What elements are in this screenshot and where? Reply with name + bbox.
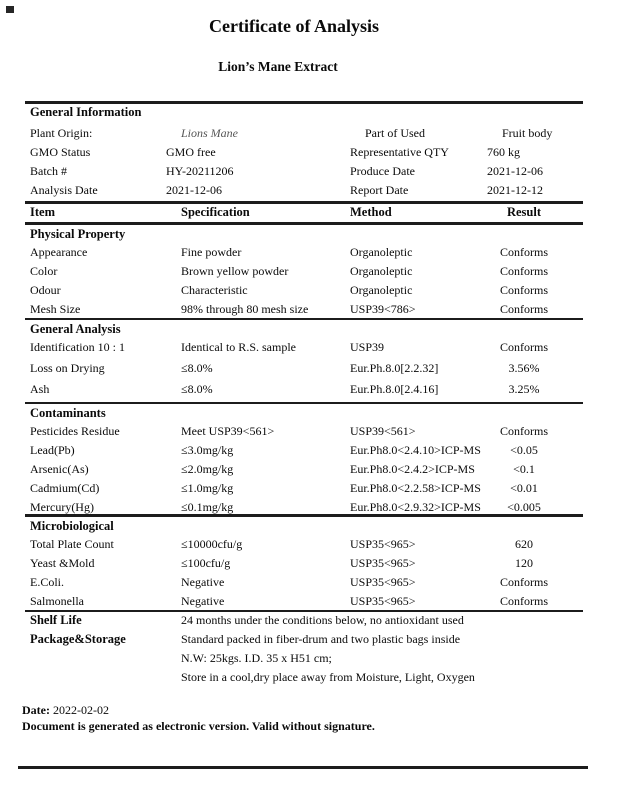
divider xyxy=(25,222,583,225)
package-line: Store in a cool,dry place away from Moisture, Light, Oxygen xyxy=(181,670,475,684)
info-label: Part of Used xyxy=(365,126,425,140)
divider xyxy=(25,101,583,104)
info-value: Lions Mane xyxy=(181,126,238,140)
result-cell: Conforms xyxy=(500,340,548,354)
method-cell: USP35<965> xyxy=(350,537,416,551)
table-row xyxy=(25,361,583,382)
item-cell: Cadmium(Cd) xyxy=(30,481,100,495)
column-header-method: Method xyxy=(350,205,392,219)
table-row xyxy=(25,556,583,575)
specification-cell: ≤8.0% xyxy=(181,382,213,396)
item-cell: Arsenic(As) xyxy=(30,462,89,476)
info-value: Fruit body xyxy=(502,126,553,140)
method-cell: Eur.Ph8.0<2.4.2>ICP-MS xyxy=(350,462,475,476)
section-physical-property xyxy=(25,227,583,321)
specification-cell: Negative xyxy=(181,575,225,589)
info-label: Plant Origin: xyxy=(30,126,93,140)
product-subtitle: Lion’s Mane Extract xyxy=(218,59,338,74)
specification-cell: ≤100cfu/g xyxy=(181,556,231,570)
package-storage-row xyxy=(25,632,583,689)
method-cell: USP39<561> xyxy=(350,424,416,438)
method-cell: Organoleptic xyxy=(350,283,413,297)
result-cell: <0.01 xyxy=(510,481,538,495)
info-value: 2021-12-06 xyxy=(487,164,543,178)
section-rows xyxy=(25,245,583,321)
result-cell: 3.56% xyxy=(508,361,540,375)
info-label: Representative QTY xyxy=(350,145,449,159)
date-line xyxy=(22,703,602,719)
divider xyxy=(25,514,583,517)
column-header-specification: Specification xyxy=(181,205,250,219)
info-value: 2021-12-12 xyxy=(487,183,543,197)
divider xyxy=(25,201,583,204)
package-line: N.W: 25kgs. I.D. 35 x H51 cm; xyxy=(181,651,332,665)
section-heading: General Analysis xyxy=(30,322,121,336)
item-cell: Yeast &Mold xyxy=(30,556,95,570)
item-cell: E.Coli. xyxy=(30,575,65,589)
result-cell: <0.005 xyxy=(507,500,541,514)
divider xyxy=(25,318,583,320)
result-cell: 120 xyxy=(515,556,533,570)
general-info-rows xyxy=(25,126,583,202)
method-cell: USP39 xyxy=(350,340,385,354)
info-value: 760 kg xyxy=(487,145,520,159)
table-row xyxy=(25,481,583,500)
table-row xyxy=(25,340,583,361)
corner-artifact xyxy=(6,6,14,13)
footer xyxy=(22,703,602,734)
table-header-row xyxy=(25,205,583,220)
date-label: Date: xyxy=(22,703,50,717)
section-microbiological xyxy=(25,519,583,613)
section-contaminants xyxy=(25,406,583,519)
specification-cell: ≤2.0mg/kg xyxy=(181,462,234,476)
general-info-row xyxy=(25,164,583,183)
package-storage-label: Package&Storage xyxy=(30,632,126,646)
specification-cell: ≤0.1mg/kg xyxy=(181,500,234,514)
item-cell: Salmonella xyxy=(30,594,84,608)
section-rows xyxy=(25,340,583,403)
result-cell: Conforms xyxy=(500,424,548,438)
divider xyxy=(25,402,583,404)
specification-cell: Fine powder xyxy=(181,245,242,259)
info-value: 2021-12-06 xyxy=(166,183,222,197)
shelf-life-value: 24 months under the conditions below, no antioxidant used xyxy=(181,613,464,627)
item-cell: Odour xyxy=(30,283,61,297)
specification-cell: Meet USP39<561> xyxy=(181,424,275,438)
info-label: Report Date xyxy=(350,183,409,197)
item-cell: Ash xyxy=(30,382,50,396)
item-cell: Lead(Pb) xyxy=(30,443,75,457)
info-label: GMO Status xyxy=(30,145,91,159)
electronic-version-note: Document is generated as electronic version. Valid without signature. xyxy=(22,719,375,733)
storage-block xyxy=(25,613,583,689)
specification-cell: ≤3.0mg/kg xyxy=(181,443,234,457)
specification-cell: Characteristic xyxy=(181,283,248,297)
section-heading: Microbiological xyxy=(30,519,114,533)
specification-cell: Identical to R.S. sample xyxy=(181,340,296,354)
table-row xyxy=(25,264,583,283)
date-value: 2022-02-02 xyxy=(52,703,109,717)
item-cell: Mercury(Hg) xyxy=(30,500,94,514)
result-cell: <0.05 xyxy=(510,443,538,457)
item-cell: Color xyxy=(30,264,58,278)
package-lines xyxy=(181,632,583,689)
table-row xyxy=(25,382,583,403)
column-header-item: Item xyxy=(30,205,55,219)
section-heading: Physical Property xyxy=(30,227,126,241)
result-cell: Conforms xyxy=(500,245,548,259)
table-row xyxy=(25,443,583,462)
specification-cell: ≤10000cfu/g xyxy=(181,537,243,551)
table-row xyxy=(25,537,583,556)
item-cell: Total Plate Count xyxy=(30,537,114,551)
method-cell: Eur.Ph8.0<2.2.58>ICP-MS xyxy=(350,481,481,495)
page-title: Certificate of Analysis xyxy=(209,16,379,36)
result-cell: Conforms xyxy=(500,264,548,278)
table-row xyxy=(25,575,583,594)
method-cell: Eur.Ph8.0<2.4.10>ICP-MS xyxy=(350,443,481,457)
method-cell: Eur.Ph.8.0[2.4.16] xyxy=(350,382,439,396)
shelf-life-label: Shelf Life xyxy=(30,613,82,627)
item-cell: Identification 10 : 1 xyxy=(30,340,125,354)
info-label: Produce Date xyxy=(350,164,415,178)
general-info-row xyxy=(25,183,583,202)
section-rows xyxy=(25,537,583,613)
result-cell: 620 xyxy=(515,537,533,551)
general-info-row xyxy=(25,145,583,164)
table-row xyxy=(25,424,583,443)
general-info-row xyxy=(25,126,583,145)
section-general-analysis xyxy=(25,322,583,403)
divider xyxy=(25,610,583,612)
info-label: Batch # xyxy=(30,164,67,178)
info-label: Analysis Date xyxy=(30,183,98,197)
item-cell: Pesticides Residue xyxy=(30,424,120,438)
section-rows xyxy=(25,424,583,519)
package-line: Standard packed in fiber-drum and two plastic bags inside xyxy=(181,632,461,646)
item-cell: Appearance xyxy=(30,245,88,259)
result-cell: Conforms xyxy=(500,575,548,589)
specification-cell: 98% through 80 mesh size xyxy=(181,302,309,316)
specification-cell: ≤8.0% xyxy=(181,361,213,375)
table-row xyxy=(25,462,583,481)
method-cell: USP35<965> xyxy=(350,594,416,608)
bottom-divider xyxy=(18,766,588,769)
method-cell: USP39<786> xyxy=(350,302,416,316)
item-cell: Mesh Size xyxy=(30,302,81,316)
specification-cell: Negative xyxy=(181,594,225,608)
result-cell: Conforms xyxy=(500,283,548,297)
item-cell: Loss on Drying xyxy=(30,361,105,375)
result-cell: Conforms xyxy=(500,302,548,316)
general-information-heading: General Information xyxy=(30,105,142,119)
result-cell: 3.25% xyxy=(508,382,540,396)
method-cell: Organoleptic xyxy=(350,264,413,278)
info-value: HY-20211206 xyxy=(166,164,234,178)
method-cell: Eur.Ph.8.0[2.2.32] xyxy=(350,361,439,375)
specification-cell: ≤1.0mg/kg xyxy=(181,481,234,495)
result-cell: <0.1 xyxy=(513,462,535,476)
method-cell: USP35<965> xyxy=(350,556,416,570)
table-row xyxy=(25,283,583,302)
method-cell: Organoleptic xyxy=(350,245,413,259)
method-cell: USP35<965> xyxy=(350,575,416,589)
table-row xyxy=(25,245,583,264)
specification-cell: Brown yellow powder xyxy=(181,264,289,278)
method-cell: Eur.Ph8.0<2.9.32>ICP-MS xyxy=(350,500,481,514)
column-header-result: Result xyxy=(506,205,542,219)
result-cell: Conforms xyxy=(500,594,548,608)
section-heading: Contaminants xyxy=(30,406,106,420)
shelf-life-row xyxy=(25,613,583,632)
info-value: GMO free xyxy=(166,145,216,159)
